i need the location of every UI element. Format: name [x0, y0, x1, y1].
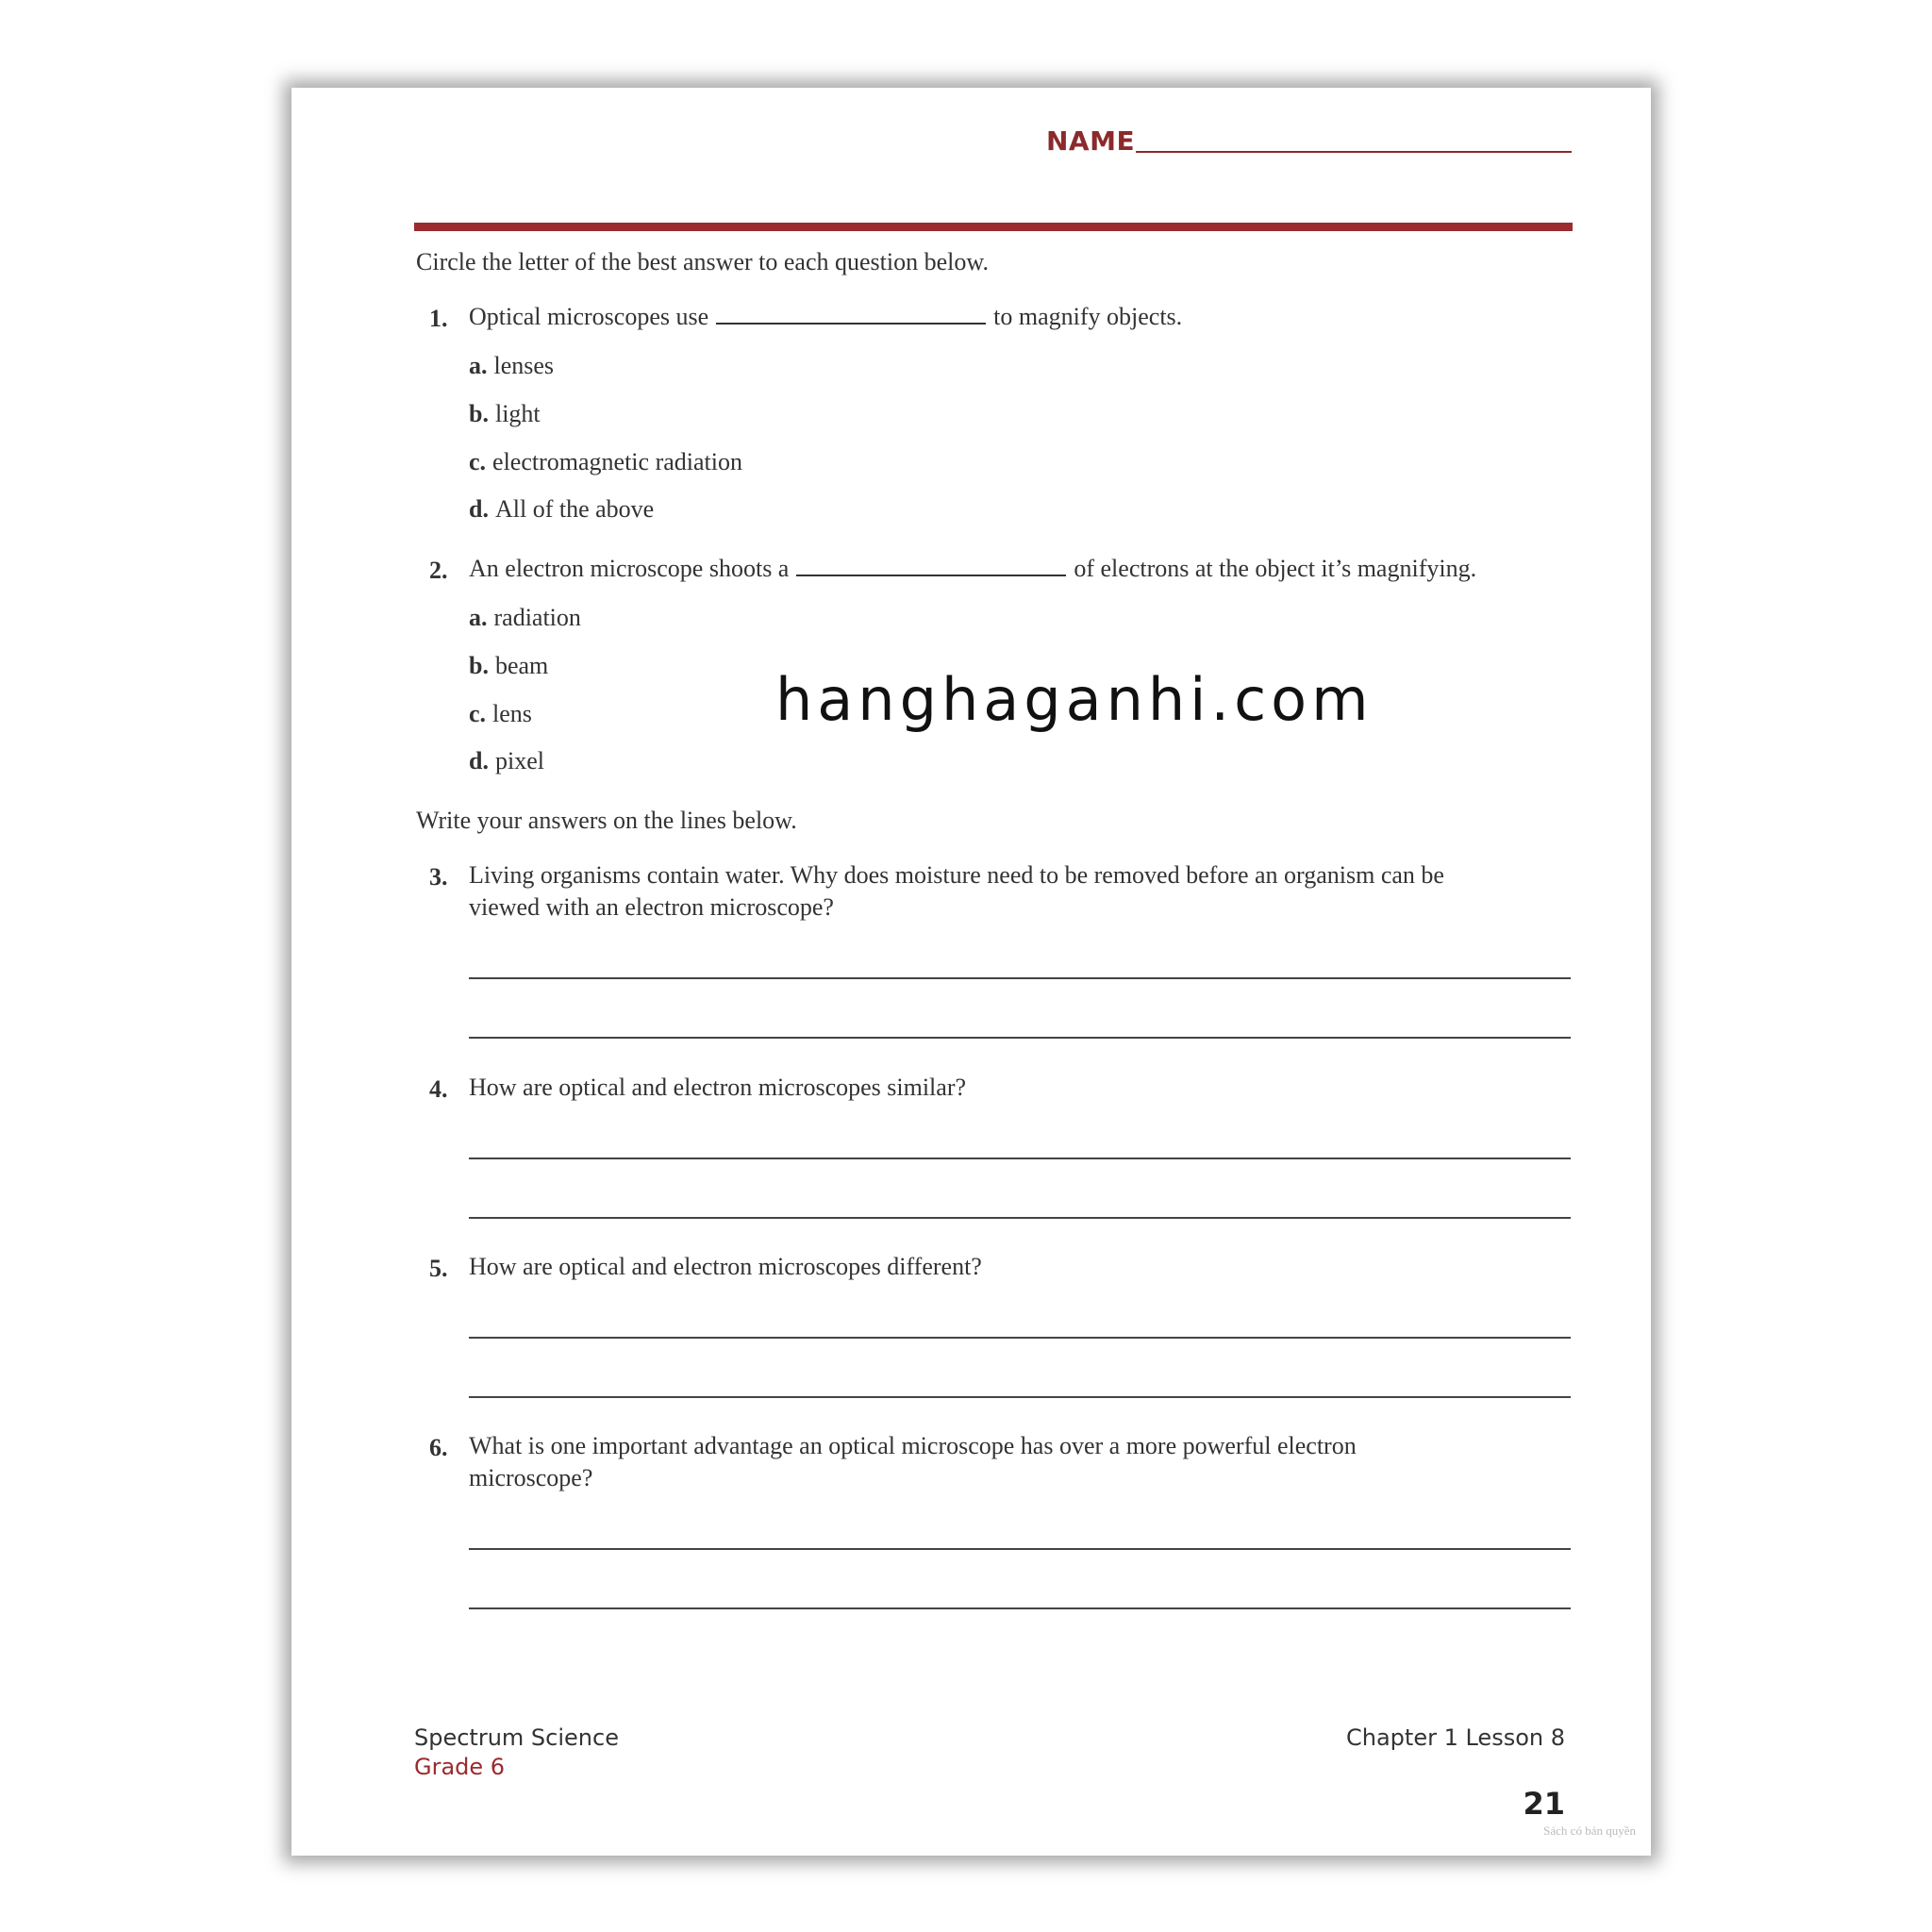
footer-book-title: Spectrum Science	[414, 1724, 619, 1751]
question-2-text-after: of electrons at the object it’s magnifying.	[1074, 555, 1477, 582]
footer-chapter: Chapter 1 Lesson 8	[1346, 1724, 1565, 1751]
answer-line[interactable]	[469, 1607, 1571, 1609]
question-1-text	[469, 301, 1182, 333]
name-field-line[interactable]	[1136, 151, 1572, 153]
question-1-option-d[interactable]: d. All of the above	[469, 495, 655, 523]
answer-line[interactable]	[469, 1396, 1571, 1398]
answer-line[interactable]	[469, 1158, 1571, 1159]
question-1-blank	[716, 302, 986, 325]
question-2-blank	[796, 554, 1066, 576]
question-4-text: How are optical and electron microscopes similar?	[469, 1074, 967, 1101]
question-3-number: 3.	[429, 863, 448, 891]
question-3-line-2: viewed with an electron microscope?	[469, 893, 834, 921]
question-1-option-a[interactable]: a. lenses	[469, 352, 555, 379]
question-1-option-b[interactable]: b. light	[469, 400, 541, 427]
question-5-text: How are optical and electron microscopes different?	[469, 1253, 982, 1280]
question-1-number: 1.	[429, 305, 448, 332]
question-3-line-1: Living organisms contain water. Why does moisture need to be removed before an organism can be	[469, 861, 1444, 889]
question-1-option-c[interactable]: c. electromagnetic radiation	[469, 448, 742, 475]
question-2-option-c[interactable]: c. lens	[469, 700, 532, 727]
answer-line[interactable]	[469, 1337, 1571, 1339]
answer-line[interactable]	[469, 1217, 1571, 1219]
question-6-number: 6.	[429, 1434, 448, 1461]
question-1-text-before: Optical microscopes use	[469, 303, 709, 330]
worksheet-page	[291, 88, 1651, 1856]
instruction-multiple-choice: Circle the letter of the best answer to each question below.	[416, 248, 989, 275]
question-2-text	[469, 553, 1476, 585]
watermark-text: hanghaganhi.com	[775, 665, 1374, 734]
header-divider	[414, 223, 1573, 231]
answer-line[interactable]	[469, 1548, 1571, 1550]
instruction-written: Write your answers on the lines below.	[416, 807, 797, 834]
question-1-text-after: to magnify objects.	[993, 303, 1183, 330]
footer-grade: Grade 6	[414, 1754, 506, 1780]
answer-line[interactable]	[469, 1037, 1571, 1039]
question-6-line-2: microscope?	[469, 1464, 593, 1491]
question-2-number: 2.	[429, 557, 448, 584]
question-2-text-before: An electron microscope shoots a	[469, 555, 790, 582]
answer-line[interactable]	[469, 977, 1571, 979]
name-label: NAME	[1046, 125, 1136, 157]
question-4-number: 4.	[429, 1075, 448, 1103]
question-6-line-1: What is one important advantage an optical microscope has over a more powerful electron	[469, 1432, 1357, 1459]
copyright-note: Sách có bản quyền	[1543, 1824, 1636, 1838]
question-2-option-d[interactable]: d. pixel	[469, 747, 544, 774]
question-2-option-b[interactable]: b. beam	[469, 652, 549, 679]
question-2-option-a[interactable]: a. radiation	[469, 604, 581, 631]
question-5-number: 5.	[429, 1255, 448, 1282]
page-number: 21	[1523, 1786, 1565, 1822]
